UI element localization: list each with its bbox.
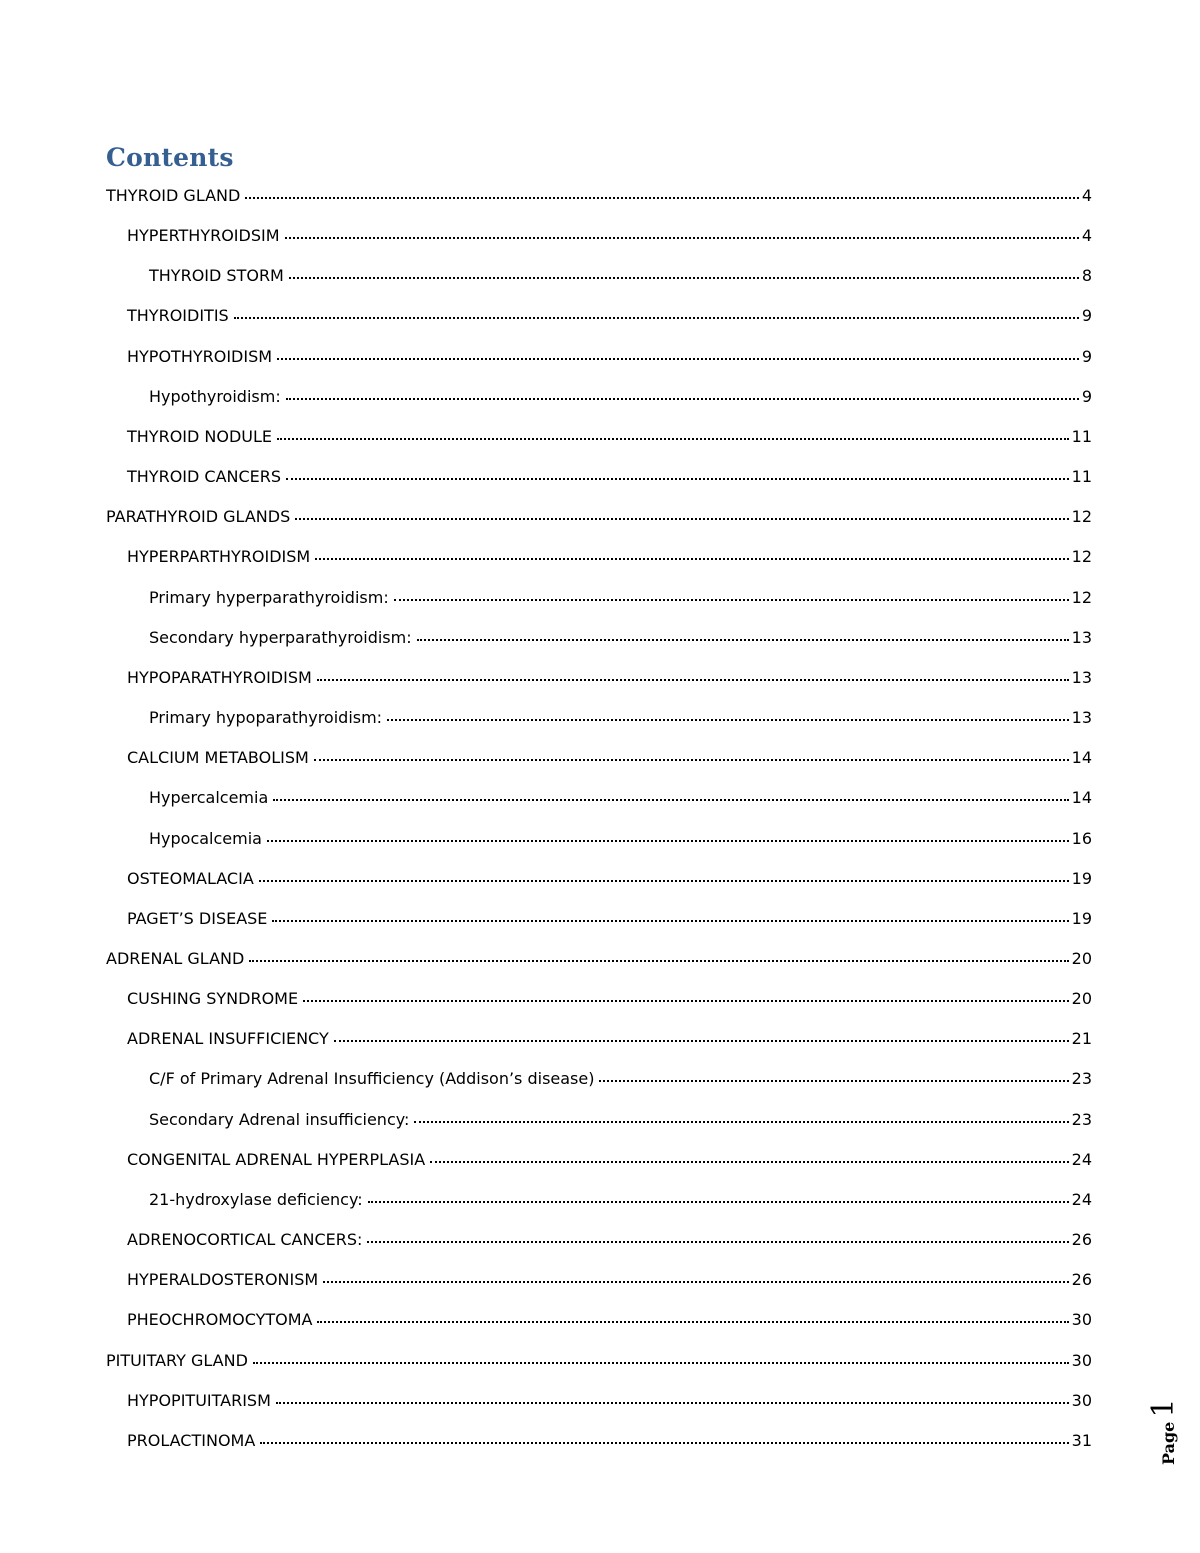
- toc-entry-page-number: 11: [1071, 467, 1092, 487]
- toc-entry-page-number: 31: [1071, 1430, 1092, 1450]
- toc-entry[interactable]: [106, 1023, 1092, 1063]
- toc-entry[interactable]: [106, 300, 1092, 340]
- toc-entry-title: CONGENITAL ADRENAL HYPERPLASIA: [127, 1149, 426, 1169]
- toc-entry[interactable]: [106, 943, 1092, 983]
- toc-dot-leader: [260, 1439, 1068, 1444]
- toc-entry-title: THYROID NODULE: [127, 426, 273, 446]
- toc-entry-page-number: 13: [1071, 667, 1092, 687]
- toc-entry[interactable]: [106, 903, 1092, 943]
- toc-entry-page-number: 16: [1071, 828, 1092, 848]
- toc-entry-title: THYROID STORM: [149, 266, 284, 286]
- toc-dot-leader: [272, 917, 1068, 922]
- toc-dot-leader: [285, 234, 1079, 239]
- toc-entry-title: Hypocalcemia: [149, 828, 262, 848]
- toc-entry-page-number: 11: [1071, 426, 1092, 446]
- toc-entry-title: Secondary Adrenal insufficiency:: [149, 1109, 410, 1129]
- toc-entry-page-number: 8: [1081, 266, 1092, 286]
- toc-dot-leader: [417, 636, 1069, 641]
- toc-entry-page-number: 26: [1071, 1230, 1092, 1250]
- toc-entry-page-number: 21: [1071, 1029, 1092, 1049]
- toc-entry[interactable]: [106, 421, 1092, 461]
- toc-entry-page-number: 4: [1081, 186, 1092, 205]
- toc-entry-page-number: 26: [1071, 1270, 1092, 1290]
- toc-dot-leader: [387, 716, 1069, 721]
- toc-heading: Contents: [106, 143, 234, 172]
- toc-entry[interactable]: [106, 1224, 1092, 1264]
- toc-entry[interactable]: [106, 983, 1092, 1023]
- toc-entry-page-number: 23: [1071, 1069, 1092, 1089]
- toc-entry[interactable]: [106, 1063, 1092, 1103]
- toc-entry-title: PAGET’S DISEASE: [127, 908, 268, 928]
- page-footer: [1140, 1395, 1180, 1465]
- toc-dot-leader: [276, 1399, 1069, 1404]
- toc-entry[interactable]: [106, 341, 1092, 381]
- toc-entry-title: PARATHYROID GLANDS: [106, 507, 291, 527]
- toc-dot-leader: [249, 957, 1068, 962]
- toc-entry-page-number: 30: [1071, 1310, 1092, 1330]
- toc-entry[interactable]: [106, 501, 1092, 541]
- toc-entry[interactable]: [106, 1104, 1092, 1144]
- page-footer-text: [1140, 1395, 1180, 1465]
- toc-dot-leader: [430, 1158, 1068, 1163]
- toc-entry-title: HYPOPARATHYROIDISM: [127, 667, 312, 687]
- toc-entry-title: 21-hydroxylase deficiency:: [149, 1189, 363, 1209]
- toc-entry-title: HYPERTHYROIDSIM: [127, 226, 280, 246]
- toc-entry[interactable]: [106, 1425, 1092, 1465]
- toc-entry-page-number: 9: [1081, 346, 1092, 366]
- toc-entry-title: Primary hypoparathyroidism:: [149, 708, 383, 728]
- toc-entry-page-number: 12: [1071, 547, 1092, 567]
- toc-entry[interactable]: [106, 1304, 1092, 1344]
- toc-entry-page-number: 14: [1071, 788, 1092, 808]
- toc-dot-leader: [289, 274, 1079, 279]
- toc-entry[interactable]: [106, 541, 1092, 581]
- toc-dot-leader: [368, 1198, 1069, 1203]
- toc-entry-page-number: 20: [1071, 948, 1092, 968]
- toc-entry-title: Hypercalcemia: [149, 788, 269, 808]
- toc-entry[interactable]: [106, 220, 1092, 260]
- toc-entry-title: HYPOTHYROIDISM: [127, 346, 273, 366]
- toc-dot-leader: [259, 877, 1069, 882]
- toc-entry-page-number: 12: [1071, 507, 1092, 527]
- toc-entry-title: Hypothyroidism:: [149, 386, 281, 406]
- toc-dot-leader: [414, 1118, 1068, 1123]
- toc-entry[interactable]: [106, 1144, 1092, 1184]
- toc-dot-leader: [323, 1278, 1068, 1283]
- toc-entry-title: Primary hyperparathyroidism:: [149, 587, 389, 607]
- toc-entry-page-number: 30: [1071, 1390, 1092, 1410]
- toc-dot-leader: [295, 515, 1068, 520]
- toc-entry[interactable]: [106, 782, 1092, 822]
- toc-entry[interactable]: [106, 823, 1092, 863]
- toc-entry[interactable]: [106, 863, 1092, 903]
- toc-entry-page-number: 9: [1081, 306, 1092, 326]
- toc-dot-leader: [317, 676, 1069, 681]
- toc-entry-title: PITUITARY GLAND: [106, 1350, 248, 1370]
- toc-dot-leader: [315, 555, 1068, 560]
- toc-entry[interactable]: [106, 1385, 1092, 1425]
- toc-dot-leader: [314, 756, 1069, 761]
- toc-dot-leader: [277, 355, 1079, 360]
- toc-entry-title: OSTEOMALACIA: [127, 868, 254, 888]
- toc-entry[interactable]: [106, 702, 1092, 742]
- toc-dot-leader: [286, 395, 1079, 400]
- toc-entry-title: HYPOPITUITARISM: [127, 1390, 271, 1410]
- toc-entry[interactable]: [106, 1345, 1092, 1385]
- toc-entry[interactable]: [106, 260, 1092, 300]
- toc-entry-title: HYPERALDOSTERONISM: [127, 1270, 319, 1290]
- toc-entry-title: ADRENAL GLAND: [106, 948, 245, 968]
- toc-list: [106, 180, 1092, 1465]
- toc-entry-page-number: 19: [1071, 908, 1092, 928]
- toc-entry-title: C/F of Primary Adrenal Insufficiency (Addison’s disease): [149, 1069, 595, 1089]
- toc-dot-leader: [267, 837, 1069, 842]
- toc-dot-leader: [245, 194, 1078, 199]
- toc-entry-page-number: 19: [1071, 868, 1092, 888]
- toc-dot-leader: [286, 475, 1069, 480]
- toc-entry-title: THYROID CANCERS: [127, 467, 282, 487]
- toc-entry-page-number: 24: [1071, 1149, 1092, 1169]
- toc-entry-title: THYROID GLAND: [106, 186, 241, 205]
- toc-entry-title: CALCIUM METABOLISM: [127, 748, 309, 768]
- toc-entry-page-number: 20: [1071, 989, 1092, 1009]
- toc-dot-leader: [394, 596, 1069, 601]
- toc-dot-leader: [273, 796, 1068, 801]
- toc-entry-page-number: 13: [1071, 627, 1092, 647]
- toc-entry[interactable]: [106, 461, 1092, 501]
- toc-entry-title: HYPERPARTHYROIDISM: [127, 547, 311, 567]
- page-number: 1: [1146, 1398, 1181, 1418]
- page-label: Page: [1159, 1421, 1178, 1465]
- toc-dot-leader: [277, 435, 1069, 440]
- toc-dot-leader: [599, 1077, 1068, 1082]
- toc-entry-page-number: 14: [1071, 748, 1092, 768]
- toc-entry[interactable]: [106, 180, 1092, 220]
- toc-entry-page-number: 9: [1081, 386, 1092, 406]
- toc-entry-title: ADRENOCORTICAL CANCERS:: [127, 1230, 363, 1250]
- toc-entry[interactable]: [106, 662, 1092, 702]
- toc-entry[interactable]: [106, 1184, 1092, 1224]
- toc-entry-title: CUSHING SYNDROME: [127, 989, 299, 1009]
- toc-entry-page-number: 12: [1071, 587, 1092, 607]
- toc-entry-page-number: 23: [1071, 1109, 1092, 1129]
- toc-entry-page-number: 13: [1071, 708, 1092, 728]
- toc-dot-leader: [317, 1318, 1068, 1323]
- toc-entry-title: PROLACTINOMA: [127, 1430, 256, 1450]
- toc-entry-page-number: 30: [1071, 1350, 1092, 1370]
- toc-dot-leader: [234, 314, 1079, 319]
- toc-entry-title: THYROIDITIS: [127, 306, 229, 326]
- toc-entry[interactable]: [106, 582, 1092, 622]
- toc-entry[interactable]: [106, 622, 1092, 662]
- toc-dot-leader: [334, 1037, 1069, 1042]
- toc-entry-page-number: 24: [1071, 1189, 1092, 1209]
- toc-entry-page-number: 4: [1081, 226, 1092, 246]
- toc-entry-title: ADRENAL INSUFFICIENCY: [127, 1029, 329, 1049]
- toc-entry-title: PHEOCHROMOCYTOMA: [127, 1310, 313, 1330]
- toc-entry-title: Secondary hyperparathyroidism:: [149, 627, 412, 647]
- toc-entry[interactable]: [106, 1264, 1092, 1304]
- toc-dot-leader: [253, 1359, 1069, 1364]
- toc-entry[interactable]: [106, 381, 1092, 421]
- toc-dot-leader: [367, 1238, 1068, 1243]
- toc-entry[interactable]: [106, 742, 1092, 782]
- toc-dot-leader: [303, 997, 1069, 1002]
